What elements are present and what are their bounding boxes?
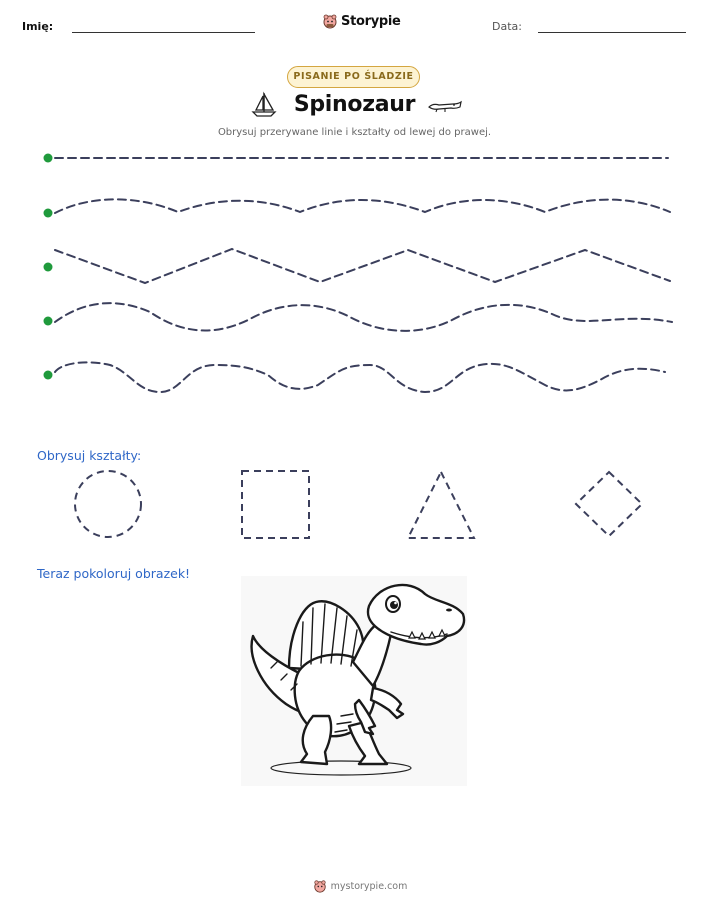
tracing-lines[interactable]	[0, 140, 709, 400]
trace-triangle	[408, 472, 474, 538]
page-title: Spinozaur	[293, 92, 416, 117]
tracing-line-bumpy-wave	[55, 362, 665, 392]
start-dot-5	[44, 371, 53, 380]
name-label: Imię:	[22, 20, 54, 33]
start-dot-2	[44, 209, 53, 218]
instructions: Obrysuj przerywane linie i kształty od lewej do prawej.	[217, 127, 492, 138]
crocodile-icon	[427, 98, 463, 114]
footer-url[interactable]: mystorypie.com	[330, 880, 408, 892]
name-write-line[interactable]	[72, 32, 255, 33]
storypie-mascot-icon	[322, 13, 338, 29]
start-dot-1	[44, 154, 53, 163]
footer	[300, 879, 420, 893]
tracing-line-gentle-wave	[55, 199, 670, 213]
trace-diamond	[576, 472, 642, 536]
date-write-line[interactable]	[538, 32, 686, 33]
start-dot-3	[44, 263, 53, 272]
trace-circle	[75, 471, 141, 537]
brand-name: Storypie	[341, 13, 401, 29]
coloring-heading: Teraz pokoloruj obrazek!	[37, 566, 191, 581]
tracing-shapes[interactable]	[0, 462, 709, 546]
worksheet-type-badge: PISANIE PO ŚLADZIE	[287, 66, 420, 88]
shapes-heading: Obrysuj kształty:	[37, 448, 142, 463]
storypie-mascot-icon	[313, 879, 327, 893]
brand-logo	[322, 13, 401, 29]
start-dot-4	[44, 317, 53, 326]
tracing-line-zigzag	[55, 249, 670, 283]
spinosaurus-coloring-image	[241, 576, 467, 786]
date-label: Data:	[492, 20, 522, 33]
tracing-line-wave	[55, 303, 672, 331]
trace-square	[242, 471, 309, 538]
